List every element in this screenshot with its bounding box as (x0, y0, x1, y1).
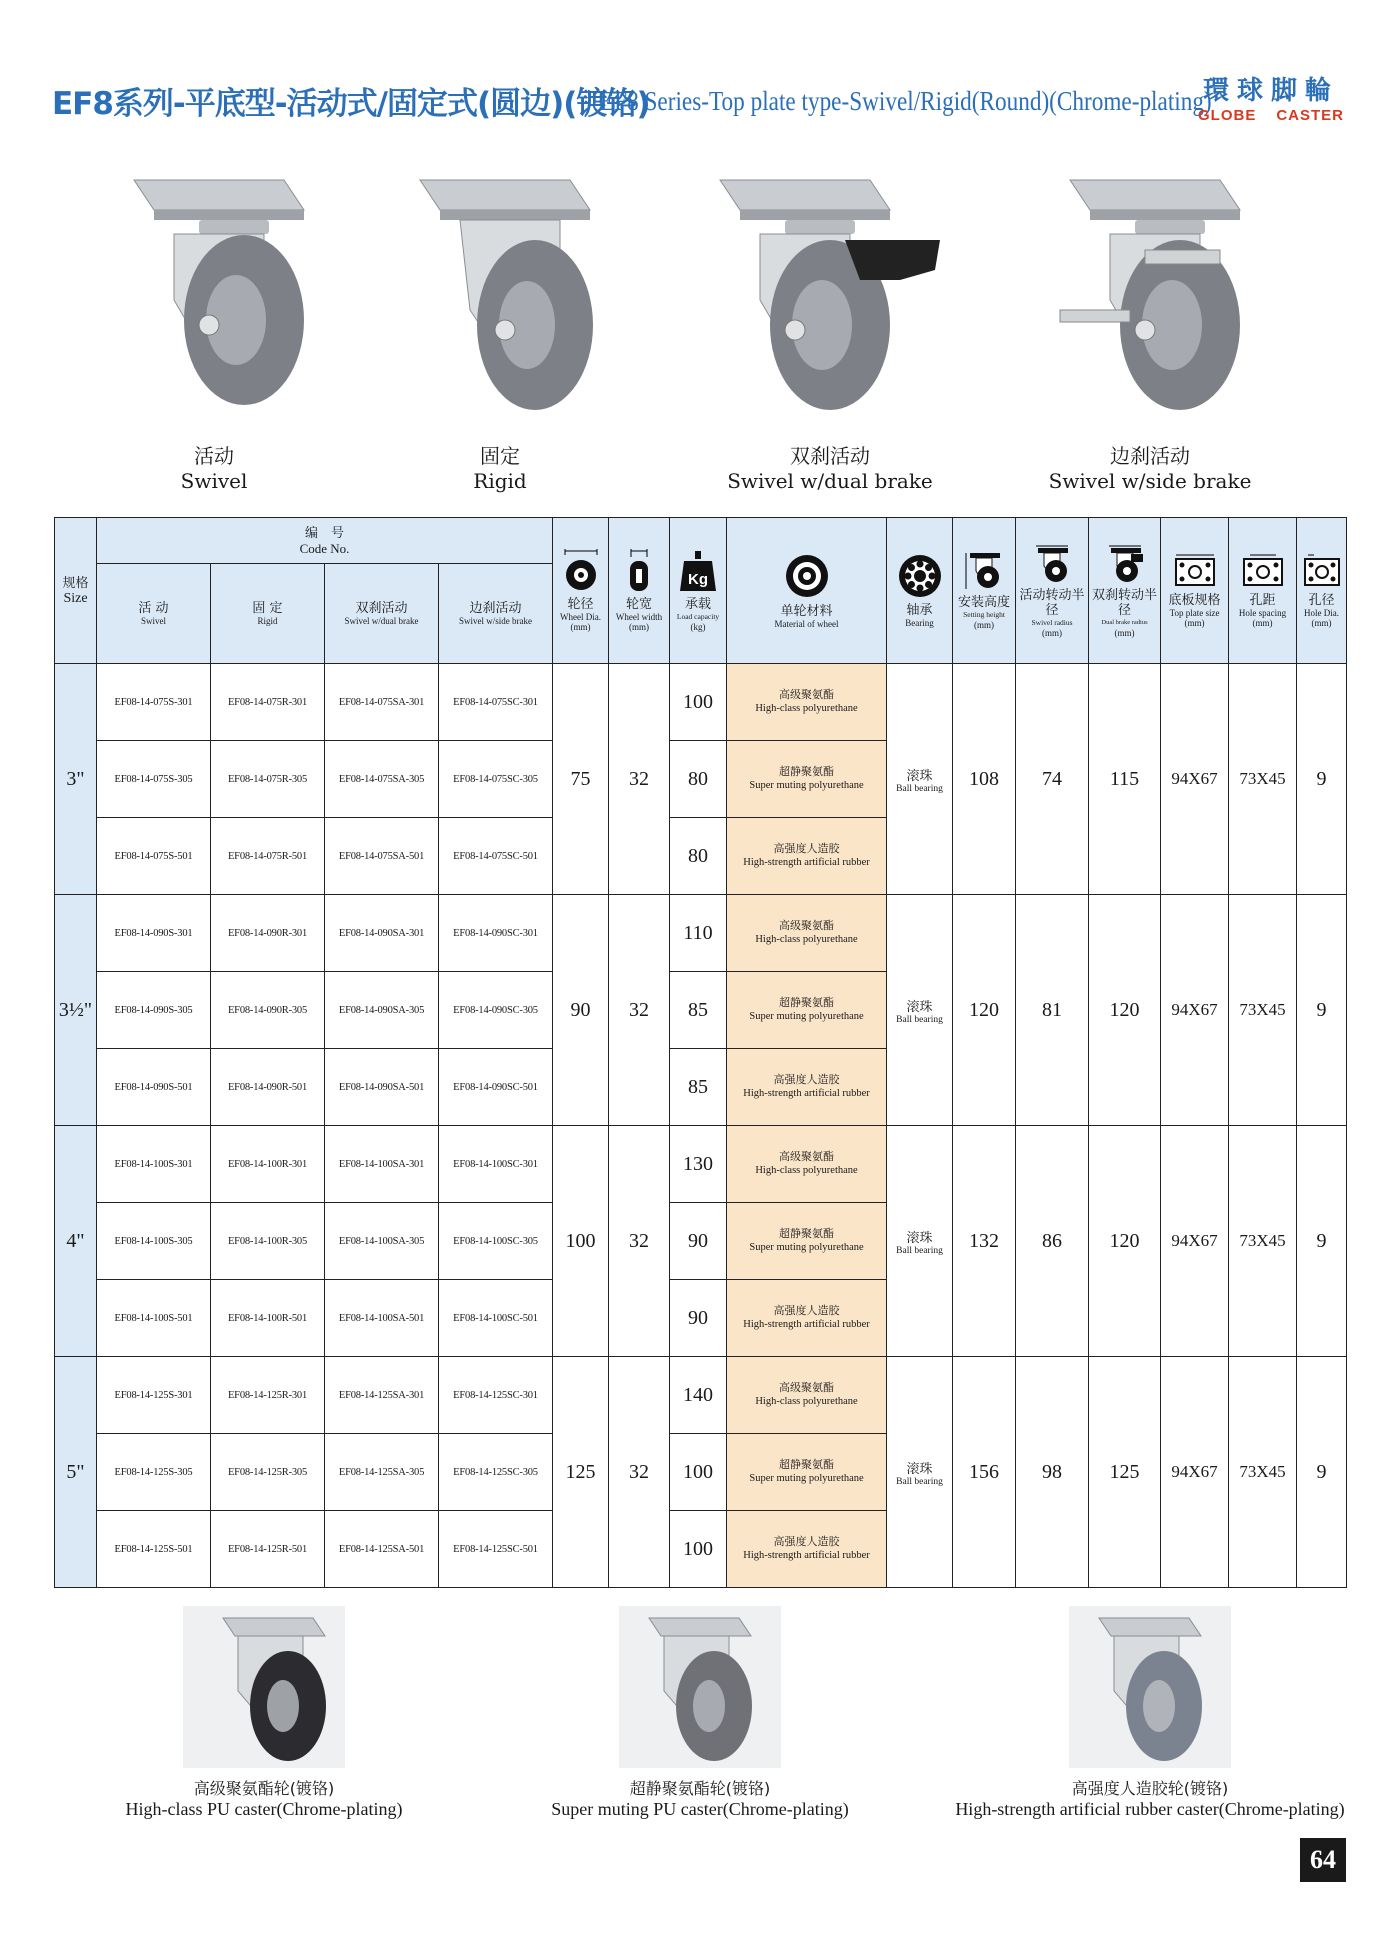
code-cell: EF08-14-075R-305 (211, 741, 325, 818)
load-cell: 100 (670, 664, 727, 741)
col-swivel-cn: 活 动 (138, 601, 169, 616)
load-cell: 90 (670, 1203, 727, 1280)
code-cell: EF08-14-075SA-501 (325, 818, 439, 895)
hole-dia-cell: 9 (1297, 1357, 1347, 1588)
code-cell: EF08-14-125S-305 (97, 1434, 211, 1511)
code-cell: EF08-14-075S-501 (97, 818, 211, 895)
load-cell: 100 (670, 1434, 727, 1511)
code-header (97, 518, 553, 564)
material-en: Super muting polyurethane (749, 1011, 864, 1022)
code-cell: EF08-14-100R-301 (211, 1126, 325, 1203)
material-en: Super muting polyurethane (749, 1473, 864, 1484)
size-header-en: Size (63, 590, 88, 606)
material-cell (727, 1049, 887, 1126)
bottom-super-muting-en: Super muting PU caster(Chrome-plating) (551, 1799, 849, 1819)
hole-spacing-cell: 73X45 (1229, 895, 1297, 1126)
table-row (55, 1357, 1347, 1434)
load-cell: 110 (670, 895, 727, 972)
setting-height-cell: 120 (953, 895, 1016, 1126)
load-cell: 90 (670, 1280, 727, 1357)
col-wheel-dia-unit: (mm) (570, 622, 591, 632)
size-cell: 5" (55, 1357, 97, 1588)
plate-cell: 94X67 (1161, 895, 1229, 1126)
code-cell: EF08-14-075SA-305 (325, 741, 439, 818)
material-en: High-strength artificial rubber (743, 1319, 870, 1330)
dual-radius-cell: 125 (1089, 1357, 1161, 1588)
swivel-caster-icon (114, 170, 314, 430)
col-dual-radius (1089, 518, 1161, 664)
code-cell: EF08-14-100R-305 (211, 1203, 325, 1280)
material-en: High-strength artificial rubber (743, 1088, 870, 1099)
col-load-en: Load capacity (676, 612, 720, 621)
load-cell: 80 (670, 818, 727, 895)
material-cell (727, 972, 887, 1049)
bearing-cn: 滚珠 (906, 1461, 933, 1477)
col-setting-height-unit: (mm) (974, 620, 995, 630)
load-cell: 80 (670, 741, 727, 818)
side-brake-caster-icon (1050, 170, 1250, 430)
col-side-brake-cn: 边刹活动 (469, 601, 522, 616)
size-header-cn: 规格 (62, 575, 89, 591)
code-cell: EF08-14-100SA-501 (325, 1280, 439, 1357)
material-cell (727, 1280, 887, 1357)
wheel-material-icon (783, 552, 831, 600)
wheel-dia-cell: 100 (553, 1126, 609, 1357)
code-cell: EF08-14-125SC-501 (439, 1511, 553, 1588)
material-cell (727, 664, 887, 741)
setting-height-cell: 132 (953, 1126, 1016, 1357)
product-dual-brake-en: Swivel w/dual brake (727, 469, 933, 493)
col-dual-radius-cn: 双刹转动半径 (1092, 587, 1158, 618)
material-cn: 超静聚氨酯 (779, 1458, 835, 1471)
code-cell: EF08-14-090R-501 (211, 1049, 325, 1126)
bearing-en: Ball bearing (896, 1245, 943, 1256)
col-setting-height (953, 518, 1016, 664)
wheel-diameter-icon (561, 549, 601, 593)
wheel-dia-cell: 90 (553, 895, 609, 1126)
code-cell: EF08-14-090SC-305 (439, 972, 553, 1049)
material-cn: 高强度人造胶 (773, 1304, 840, 1317)
spec-table (54, 517, 1347, 1588)
code-cell: EF08-14-125S-501 (97, 1511, 211, 1588)
material-cell (727, 895, 887, 972)
col-rigid (211, 564, 325, 664)
swivel-radius-icon (1030, 544, 1074, 584)
dual-brake-radius-icon (1103, 544, 1147, 584)
material-cn: 高强度人造胶 (773, 1073, 840, 1086)
hole-spacing-icon (1240, 553, 1286, 589)
col-wheel-width-en: Wheel width (615, 612, 663, 622)
table-row (55, 895, 1347, 972)
material-cell (727, 1511, 887, 1588)
material-cell (727, 818, 887, 895)
plate-cell: 94X67 (1161, 1357, 1229, 1588)
code-cell: EF08-14-090SC-501 (439, 1049, 553, 1126)
code-cell: EF08-14-100SA-301 (325, 1126, 439, 1203)
kg-label: Kg (688, 571, 709, 588)
col-rigid-cn: 固 定 (252, 601, 283, 616)
col-dual-brake-en: Swivel w/dual brake (344, 616, 419, 626)
swivel-radius-cell: 81 (1016, 895, 1089, 1126)
hole-dia-cell: 9 (1297, 1126, 1347, 1357)
product-swivel-side-brake (1020, 170, 1280, 493)
code-cell: EF08-14-125S-301 (97, 1357, 211, 1434)
code-cell: EF08-14-075S-301 (97, 664, 211, 741)
product-dual-brake-cn: 双刹活动 (790, 444, 870, 468)
hole-diameter-icon (1301, 553, 1343, 589)
col-dual-radius-en: Dual brake radius (1101, 618, 1148, 626)
swivel-radius-cell: 98 (1016, 1357, 1089, 1588)
product-rigid (370, 170, 630, 493)
col-wheel-width-unit: (mm) (629, 622, 650, 632)
code-cell: EF08-14-125SA-301 (325, 1357, 439, 1434)
material-cell (727, 1357, 887, 1434)
swivel-radius-cell: 74 (1016, 664, 1089, 895)
bearing-cell (887, 1126, 953, 1357)
code-cell: EF08-14-075SA-301 (325, 664, 439, 741)
hole-spacing-cell: 73X45 (1229, 1126, 1297, 1357)
col-hole-dia-en: Hole Dia. (1304, 608, 1340, 618)
code-cell: EF08-14-100SC-301 (439, 1126, 553, 1203)
bottom-product-pu (94, 1606, 434, 1820)
top-plate-size-icon (1172, 553, 1218, 589)
pu-caster-icon (183, 1606, 345, 1768)
table-row (55, 1126, 1347, 1203)
col-swivel-radius (1016, 518, 1089, 664)
wheel-width-cell: 32 (609, 1126, 670, 1357)
rigid-caster-icon (400, 170, 600, 430)
col-plate-size-unit: (mm) (1184, 618, 1205, 628)
code-cell: EF08-14-100SC-305 (439, 1203, 553, 1280)
material-en: High-class polyurethane (755, 703, 858, 714)
material-cn: 超静聚氨酯 (779, 765, 835, 778)
code-cell: EF08-14-125SA-305 (325, 1434, 439, 1511)
col-bearing-en: Bearing (905, 618, 934, 628)
code-cell: EF08-14-090SA-301 (325, 895, 439, 972)
product-rigid-en: Rigid (473, 469, 527, 493)
code-cell: EF08-14-100R-501 (211, 1280, 325, 1357)
bottom-photo-pu (183, 1606, 345, 1768)
code-cell: EF08-14-100S-305 (97, 1203, 211, 1280)
rubber-caster-icon (1069, 1606, 1231, 1768)
material-cn: 高强度人造胶 (773, 1535, 840, 1548)
load-cell: 130 (670, 1126, 727, 1203)
dual-brake-caster-icon (710, 170, 950, 430)
bearing-cell (887, 664, 953, 895)
col-side-brake-en: Swivel w/side brake (459, 616, 532, 626)
code-cell: EF08-14-090SA-501 (325, 1049, 439, 1126)
material-cn: 高级聚氨酯 (779, 1381, 835, 1394)
material-en: High-class polyurethane (755, 1396, 858, 1407)
col-plate-size (1161, 518, 1229, 664)
bearing-cell (887, 895, 953, 1126)
wheel-width-icon (619, 549, 659, 593)
col-load-cn: 承载 (685, 597, 712, 612)
col-wheel-dia-cn: 轮径 (567, 597, 594, 612)
code-header-cn: 编 号 (305, 525, 345, 541)
setting-height-cell: 108 (953, 664, 1016, 895)
bottom-product-super-muting (530, 1606, 870, 1820)
col-hole-spacing-en: Hole spacing (1238, 608, 1287, 618)
code-header-en: Code No. (299, 540, 350, 556)
col-hole-spacing-unit: (mm) (1252, 618, 1273, 628)
setting-height-cell: 156 (953, 1357, 1016, 1588)
code-cell: EF08-14-125SC-305 (439, 1434, 553, 1511)
logo-en-caster: CASTER (1276, 107, 1344, 124)
wheel-dia-cell: 75 (553, 664, 609, 895)
wheel-width-cell: 32 (609, 1357, 670, 1588)
load-cell: 100 (670, 1511, 727, 1588)
col-dual-brake-cn: 双刹活动 (355, 601, 408, 616)
logo-en-globe: GLOBE (1198, 107, 1257, 124)
col-hole-spacing-cn: 孔距 (1249, 593, 1276, 608)
product-swivel (84, 170, 344, 493)
wheel-width-cell: 32 (609, 895, 670, 1126)
col-wheel-dia-en: Wheel Dia. (560, 612, 602, 622)
code-cell: EF08-14-075SC-305 (439, 741, 553, 818)
code-cell: EF08-14-075R-501 (211, 818, 325, 895)
code-cell: EF08-14-075S-305 (97, 741, 211, 818)
col-plate-size-cn: 底板规格 (1168, 593, 1221, 608)
col-material (727, 518, 887, 664)
code-cell: EF08-14-100S-301 (97, 1126, 211, 1203)
col-dual-brake (325, 564, 439, 664)
material-cell (727, 1434, 887, 1511)
page-number: 64 (1300, 1838, 1346, 1882)
bottom-product-rubber (930, 1606, 1370, 1820)
bearing-cn: 滚珠 (906, 999, 933, 1015)
col-swivel-radius-en: Swivel radius (1031, 617, 1073, 627)
page-title-en: EF8 Series-Top plate type-Swivel/Rigid(Round)(Chrome-plating) (600, 86, 1212, 116)
code-cell: EF08-14-090S-501 (97, 1049, 211, 1126)
material-cell (727, 1203, 887, 1280)
code-cell: EF08-14-075SC-501 (439, 818, 553, 895)
material-cn: 高强度人造胶 (773, 842, 840, 855)
hole-dia-cell: 9 (1297, 664, 1347, 895)
col-load (670, 518, 727, 664)
super-muting-caster-icon (619, 1606, 781, 1768)
logo-en (1196, 107, 1346, 124)
code-cell: EF08-14-125R-305 (211, 1434, 325, 1511)
wheel-dia-cell: 125 (553, 1357, 609, 1588)
bearing-cell (887, 1357, 953, 1588)
col-plate-size-en: Top plate size (1169, 608, 1220, 618)
size-cell: 4" (55, 1126, 97, 1357)
spec-table-body (55, 664, 1347, 1588)
product-side-brake-en: Swivel w/side brake (1048, 469, 1252, 493)
col-material-cn: 单轮材料 (780, 604, 833, 619)
bottom-super-muting-cn: 超静聚氨酯轮(镀铬) (629, 1779, 771, 1798)
col-rigid-en: Rigid (257, 616, 278, 626)
swivel-radius-cell: 86 (1016, 1126, 1089, 1357)
col-swivel-radius-cn: 活动转动半径 (1019, 587, 1085, 618)
plate-cell: 94X67 (1161, 1126, 1229, 1357)
col-bearing-cn: 轴承 (906, 603, 933, 618)
hole-spacing-cell: 73X45 (1229, 664, 1297, 895)
material-cn: 高级聚氨酯 (779, 1150, 835, 1163)
plate-cell: 94X67 (1161, 664, 1229, 895)
col-hole-dia-unit: (mm) (1311, 618, 1332, 628)
material-en: High-class polyurethane (755, 934, 858, 945)
product-rigid-cn: 固定 (480, 444, 520, 468)
bottom-rubber-cn: 高强度人造胶轮(镀铬) (1071, 1779, 1229, 1798)
material-en: Super muting polyurethane (749, 780, 864, 791)
code-cell: EF08-14-100SA-305 (325, 1203, 439, 1280)
dual-radius-cell: 115 (1089, 664, 1161, 895)
col-setting-height-en: Setting height (963, 610, 1005, 619)
material-cn: 高级聚氨酯 (779, 688, 835, 701)
col-wheel-width (609, 518, 670, 664)
col-hole-dia (1297, 518, 1347, 664)
dual-radius-cell: 120 (1089, 895, 1161, 1126)
col-setting-height-cn: 安装高度 (958, 595, 1011, 610)
size-cell: 3" (55, 664, 97, 895)
bottom-pu-en: High-class PU caster(Chrome-plating) (125, 1799, 403, 1819)
weight-kg-icon (678, 549, 718, 593)
load-cell: 85 (670, 972, 727, 1049)
code-cell: EF08-14-100S-501 (97, 1280, 211, 1357)
code-cell: EF08-14-090R-301 (211, 895, 325, 972)
col-wheel-width-cn: 轮宽 (626, 597, 653, 612)
setting-height-icon (962, 551, 1006, 591)
product-swivel-dual-brake (700, 170, 960, 493)
material-cell (727, 741, 887, 818)
bearing-cn: 滚珠 (906, 1230, 933, 1246)
product-side-brake-cn: 边刹活动 (1110, 444, 1190, 468)
page-title-cn: EF8系列-平底型-活动式/固定式(圆边)(镀铬) (52, 86, 650, 122)
col-hole-spacing (1229, 518, 1297, 664)
bottom-rubber-en: High-strength artificial rubber caster(Chrome-plating) (955, 1799, 1345, 1819)
material-en: Super muting polyurethane (749, 1242, 864, 1253)
code-cell: EF08-14-125R-501 (211, 1511, 325, 1588)
code-cell: EF08-14-090SA-305 (325, 972, 439, 1049)
material-cn: 超静聚氨酯 (779, 996, 835, 1009)
hole-spacing-cell: 73X45 (1229, 1357, 1297, 1588)
product-swivel-en: Swivel (180, 469, 248, 493)
size-header (55, 518, 97, 664)
brand-logo (1196, 70, 1346, 124)
product-swivel-cn: 活动 (194, 444, 234, 468)
bottom-pu-cn: 高级聚氨酯轮(镀铬) (193, 1779, 335, 1798)
hole-dia-cell: 9 (1297, 895, 1347, 1126)
code-cell: EF08-14-125SC-301 (439, 1357, 553, 1434)
bearing-en: Ball bearing (896, 1476, 943, 1487)
material-cn: 高级聚氨酯 (779, 919, 835, 932)
load-cell: 140 (670, 1357, 727, 1434)
code-cell: EF08-14-090S-305 (97, 972, 211, 1049)
material-en: High-class polyurethane (755, 1165, 858, 1176)
bottom-photo-rubber (1069, 1606, 1231, 1768)
bearing-en: Ball bearing (896, 1014, 943, 1025)
material-cell (727, 1126, 887, 1203)
col-dual-radius-unit: (mm) (1114, 627, 1135, 638)
ball-bearing-icon (897, 553, 943, 599)
material-en: High-strength artificial rubber (743, 857, 870, 868)
col-hole-dia-cn: 孔径 (1308, 593, 1335, 608)
code-cell: EF08-14-090R-305 (211, 972, 325, 1049)
size-cell: 3½" (55, 895, 97, 1126)
col-swivel (97, 564, 211, 664)
code-cell: EF08-14-090S-301 (97, 895, 211, 972)
col-swivel-radius-unit: (mm) (1042, 627, 1063, 638)
code-cell: EF08-14-075SC-301 (439, 664, 553, 741)
dual-radius-cell: 120 (1089, 1126, 1161, 1357)
code-cell: EF08-14-100SC-501 (439, 1280, 553, 1357)
bottom-photo-super-muting (619, 1606, 781, 1768)
logo-cn: 環球脚輪 (1202, 76, 1339, 106)
bearing-cn: 滚珠 (906, 768, 933, 784)
bearing-en: Ball bearing (896, 783, 943, 794)
code-cell: EF08-14-090SC-301 (439, 895, 553, 972)
col-material-en: Material of wheel (774, 619, 839, 629)
load-cell: 85 (670, 1049, 727, 1126)
col-side-brake (439, 564, 553, 664)
wheel-width-cell: 32 (609, 664, 670, 895)
col-wheel-dia (553, 518, 609, 664)
material-cn: 超静聚氨酯 (779, 1227, 835, 1240)
table-row (55, 664, 1347, 741)
col-swivel-en: Swivel (140, 616, 166, 626)
code-cell: EF08-14-125R-301 (211, 1357, 325, 1434)
code-cell: EF08-14-125SA-501 (325, 1511, 439, 1588)
col-load-unit: (kg) (690, 622, 706, 632)
code-cell: EF08-14-075R-301 (211, 664, 325, 741)
material-en: High-strength artificial rubber (743, 1550, 870, 1561)
col-bearing (887, 518, 953, 664)
